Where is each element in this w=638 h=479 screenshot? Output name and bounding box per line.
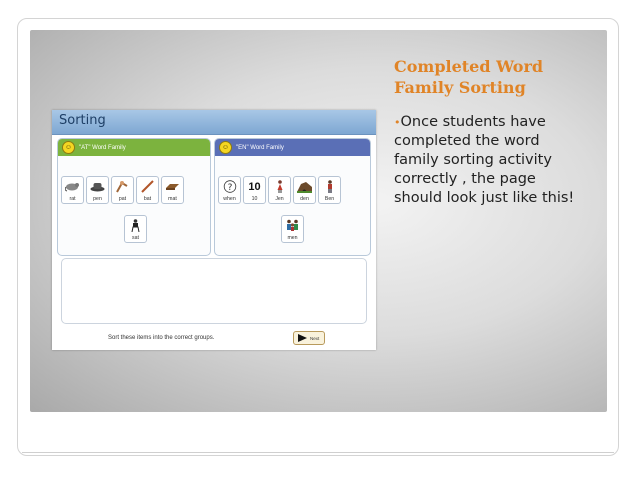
hat-icon (90, 180, 105, 193)
word-card-when[interactable] (218, 176, 241, 204)
card-label: Ben (324, 196, 335, 202)
arrow-right-icon (298, 334, 307, 342)
word-card-pen[interactable] (86, 176, 109, 204)
instruction-text: Sort these items into the correct groups. (108, 335, 215, 341)
card-label: pen (93, 196, 102, 202)
word-card-rat[interactable] (61, 176, 84, 204)
den-icon (297, 180, 312, 193)
group-label: "AT" Word Family (79, 144, 126, 151)
card-label: pat (118, 196, 127, 202)
smiley-icon: ☺ (62, 141, 75, 154)
word-card-sat[interactable] (124, 215, 147, 243)
smiley-icon: ☺ (219, 141, 232, 154)
number-ten-icon: 10 (248, 180, 261, 193)
slide-title: Completed Word Family Sorting (394, 57, 544, 97)
mat-icon (165, 180, 180, 193)
word-card-mat[interactable] (161, 176, 184, 204)
group-en-word-family (214, 138, 371, 256)
rat-icon (65, 180, 80, 193)
word-card-men[interactable] (281, 215, 304, 243)
next-button[interactable] (293, 331, 325, 345)
men-icon (285, 219, 300, 232)
card-label: den (300, 196, 309, 202)
next-button-label: Next (310, 335, 320, 341)
word-card-ben[interactable] (318, 176, 341, 204)
question-icon (222, 180, 237, 193)
app-title: Sorting (59, 113, 106, 128)
bullet-text: Once students have completed the word family sorting activity correctly , the page should look just like this! (394, 114, 575, 206)
boy-icon (322, 180, 337, 193)
card-label: mat (168, 196, 177, 202)
word-card-pat[interactable] (111, 176, 134, 204)
svg-text:?: ? (227, 183, 232, 193)
card-label: when (223, 196, 236, 202)
card-label: bat (143, 196, 152, 202)
pat-icon (115, 180, 130, 193)
card-label: sat (132, 235, 139, 241)
word-card-bat[interactable] (136, 176, 159, 204)
word-card-jen[interactable] (268, 176, 291, 204)
card-label: rat (69, 196, 76, 202)
bottom-divider (22, 452, 614, 453)
app-header (52, 110, 376, 135)
group-header (215, 139, 370, 156)
word-card-den[interactable] (293, 176, 316, 204)
card-label: men (287, 235, 298, 241)
word-card-10[interactable] (243, 176, 266, 204)
girl-icon (272, 180, 287, 193)
bullet-marker: • (394, 116, 401, 129)
card-label: Jen (275, 196, 284, 202)
card-label: 10 (251, 196, 258, 202)
group-at-word-family (57, 138, 211, 256)
bat-icon (140, 180, 155, 193)
slide-bullet (394, 113, 584, 208)
group-label: "EN" Word Family (236, 144, 284, 151)
unsorted-items-tray (61, 258, 367, 324)
group-header (58, 139, 210, 156)
chair-icon (128, 219, 143, 232)
sorting-app-screenshot (52, 110, 376, 350)
